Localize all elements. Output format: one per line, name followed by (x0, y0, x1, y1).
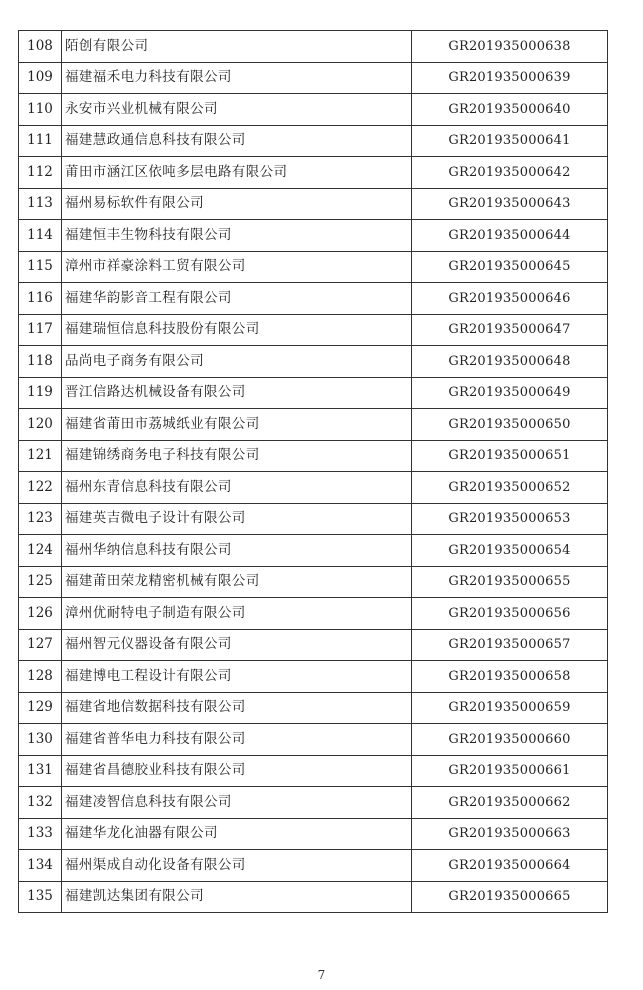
row-number-cell: 112 (19, 157, 62, 189)
certificate-code-cell: GR201935000655 (412, 566, 608, 598)
table-row (19, 566, 608, 598)
table-row (19, 31, 608, 63)
company-name-cell: 福建莆田荣龙精密机械有限公司 (62, 566, 412, 598)
row-number-cell: 111 (19, 125, 62, 157)
table-body (19, 31, 608, 913)
company-name-cell: 福建锦绣商务电子科技有限公司 (62, 440, 412, 472)
row-number-cell: 126 (19, 598, 62, 630)
company-name-cell: 福建凯达集团有限公司 (62, 881, 412, 913)
company-name-cell: 福建英吉微电子设计有限公司 (62, 503, 412, 535)
table-row (19, 818, 608, 850)
certificate-code-cell: GR201935000646 (412, 283, 608, 315)
table-row (19, 598, 608, 630)
certificate-code-cell: GR201935000650 (412, 409, 608, 441)
company-name-cell: 陌创有限公司 (62, 31, 412, 63)
row-number-cell: 134 (19, 850, 62, 882)
certificate-code-cell: GR201935000664 (412, 850, 608, 882)
company-name-cell: 福建省普华电力科技有限公司 (62, 724, 412, 756)
table-row (19, 692, 608, 724)
row-number-cell: 129 (19, 692, 62, 724)
certificate-code-cell: GR201935000659 (412, 692, 608, 724)
certificate-code-cell: GR201935000638 (412, 31, 608, 63)
company-name-cell: 福建省昌德胶业科技有限公司 (62, 755, 412, 787)
certificate-code-cell: GR201935000653 (412, 503, 608, 535)
company-name-cell: 漳州优耐特电子制造有限公司 (62, 598, 412, 630)
company-name-cell: 福建省莆田市荔城纸业有限公司 (62, 409, 412, 441)
company-name-cell: 福州东青信息科技有限公司 (62, 472, 412, 504)
company-name-cell: 漳州市祥豪涂料工贸有限公司 (62, 251, 412, 283)
row-number-cell: 114 (19, 220, 62, 252)
table-row (19, 251, 608, 283)
certificate-code-cell: GR201935000639 (412, 62, 608, 94)
row-number-cell: 116 (19, 283, 62, 315)
company-name-cell: 莆田市涵江区依吨多层电路有限公司 (62, 157, 412, 189)
table-row (19, 629, 608, 661)
table-row (19, 787, 608, 819)
certificate-code-cell: GR201935000642 (412, 157, 608, 189)
row-number-cell: 125 (19, 566, 62, 598)
row-number-cell: 115 (19, 251, 62, 283)
company-name-cell: 福州智元仪器设备有限公司 (62, 629, 412, 661)
company-list-table (18, 30, 608, 913)
table-row (19, 661, 608, 693)
row-number-cell: 122 (19, 472, 62, 504)
company-name-cell: 福建瑞恒信息科技股份有限公司 (62, 314, 412, 346)
company-name-cell: 福建福禾电力科技有限公司 (62, 62, 412, 94)
table-row (19, 283, 608, 315)
table-row (19, 157, 608, 189)
row-number-cell: 123 (19, 503, 62, 535)
certificate-code-cell: GR201935000647 (412, 314, 608, 346)
certificate-code-cell: GR201935000658 (412, 661, 608, 693)
table-row (19, 377, 608, 409)
row-number-cell: 108 (19, 31, 62, 63)
certificate-code-cell: GR201935000656 (412, 598, 608, 630)
company-name-cell: 福建省地信数据科技有限公司 (62, 692, 412, 724)
company-name-cell: 福建凌智信息科技有限公司 (62, 787, 412, 819)
company-name-cell: 品尚电子商务有限公司 (62, 346, 412, 378)
company-name-cell: 福州渠成自动化设备有限公司 (62, 850, 412, 882)
table-row (19, 755, 608, 787)
company-name-cell: 福建华龙化油器有限公司 (62, 818, 412, 850)
page-number: 7 (317, 968, 326, 982)
certificate-code-cell: GR201935000665 (412, 881, 608, 913)
row-number-cell: 124 (19, 535, 62, 567)
row-number-cell: 131 (19, 755, 62, 787)
certificate-code-cell: GR201935000651 (412, 440, 608, 472)
certificate-code-cell: GR201935000640 (412, 94, 608, 126)
row-number-cell: 128 (19, 661, 62, 693)
certificate-code-cell: GR201935000661 (412, 755, 608, 787)
certificate-code-cell: GR201935000662 (412, 787, 608, 819)
company-name-cell: 永安市兴业机械有限公司 (62, 94, 412, 126)
certificate-code-cell: GR201935000641 (412, 125, 608, 157)
row-number-cell: 120 (19, 409, 62, 441)
company-name-cell: 福建博电工程设计有限公司 (62, 661, 412, 693)
row-number-cell: 127 (19, 629, 62, 661)
table-row (19, 503, 608, 535)
table-row (19, 220, 608, 252)
table-row (19, 94, 608, 126)
table-row (19, 409, 608, 441)
table-row (19, 850, 608, 882)
certificate-code-cell: GR201935000654 (412, 535, 608, 567)
company-name-cell: 福州华纳信息科技有限公司 (62, 535, 412, 567)
table-row (19, 440, 608, 472)
row-number-cell: 135 (19, 881, 62, 913)
table-row (19, 188, 608, 220)
row-number-cell: 110 (19, 94, 62, 126)
table-row (19, 346, 608, 378)
certificate-code-cell: GR201935000652 (412, 472, 608, 504)
row-number-cell: 109 (19, 62, 62, 94)
table-row (19, 472, 608, 504)
certificate-code-cell: GR201935000644 (412, 220, 608, 252)
certificate-code-cell: GR201935000657 (412, 629, 608, 661)
table-row (19, 724, 608, 756)
table-row (19, 125, 608, 157)
certificate-code-cell: GR201935000663 (412, 818, 608, 850)
row-number-cell: 130 (19, 724, 62, 756)
table-row (19, 314, 608, 346)
row-number-cell: 118 (19, 346, 62, 378)
company-name-cell: 福建华韵影音工程有限公司 (62, 283, 412, 315)
certificate-code-cell: GR201935000643 (412, 188, 608, 220)
table-row (19, 62, 608, 94)
table-row (19, 535, 608, 567)
row-number-cell: 121 (19, 440, 62, 472)
certificate-code-cell: GR201935000649 (412, 377, 608, 409)
company-name-cell: 福州易标软件有限公司 (62, 188, 412, 220)
row-number-cell: 117 (19, 314, 62, 346)
certificate-code-cell: GR201935000660 (412, 724, 608, 756)
company-name-cell: 晋江信路达机械设备有限公司 (62, 377, 412, 409)
company-name-cell: 福建慧政通信息科技有限公司 (62, 125, 412, 157)
row-number-cell: 119 (19, 377, 62, 409)
certificate-code-cell: GR201935000645 (412, 251, 608, 283)
certificate-code-cell: GR201935000648 (412, 346, 608, 378)
company-name-cell: 福建恒丰生物科技有限公司 (62, 220, 412, 252)
row-number-cell: 133 (19, 818, 62, 850)
table-row (19, 881, 608, 913)
row-number-cell: 132 (19, 787, 62, 819)
row-number-cell: 113 (19, 188, 62, 220)
